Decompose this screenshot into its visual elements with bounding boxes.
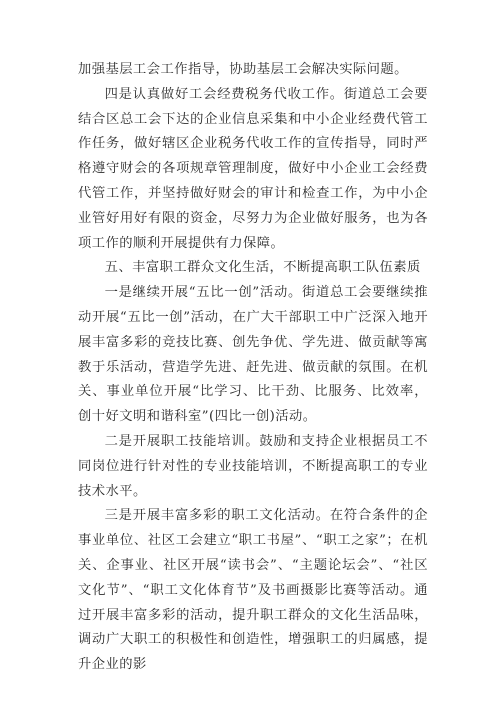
paragraph-4: 一是继续开展“五比一创”活动。街道总工会要继续推动开展“五比一创”活动，在广大干部职工中广泛深入地开展丰富多彩的竞技比赛、创先争优、学先进、做贡献等寓教于乐活动，营造学先进、赶先进、做贡献的氛围。在机关、事业单位开展“比学习、比干劲、比服务、比效率，创十好文明和谐科室”(四比一创)活动。 xyxy=(78,285,428,425)
paragraph-2: 四是认真做好工会经费税务代收工作。街道总工会要结合区总工会下达的企业信息采集和中小企业经费代管工作任务，做好辖区企业税务代收工作的宣传指导，同时严格遵守财会的各项规章管理制度，做好中小企业工会经费代管工作，并坚持做好财会的审计和检查工作，为中小企业管好用好有限的资金，尽努力为企业做好服务，也为各项工作的顺利开展提供有力保障。 xyxy=(78,86,428,251)
paragraph-6: 三是开展丰富多彩的职工文化活动。在符合条件的企事业单位、社区工会建立“职工书屋”、“职工之家”；在机关、企事业、社区开展“读书会”、“主题论坛会”、“社区文化节”、“职工文化体育节”及书画摄影比赛等活动。通过开展丰富多彩的活动，提升职工群众的文化生活品味，调动广大职工的积极性和创造性，增强职工的归属感，提升企业的影 xyxy=(78,508,428,673)
section-heading: 五、丰富职工群众文化生活，不断提高职工队伍素质 xyxy=(104,260,421,276)
document-body xyxy=(78,58,428,678)
paragraph-1: 加强基层工会工作指导，协助基层工会解决实际问题。 xyxy=(78,62,408,77)
paragraph-5: 二是开展职工技能培训。鼓励和支持企业根据员工不同岗位进行针对性的专业技能培训，不断提高职工的专业技术水平。 xyxy=(78,433,428,499)
